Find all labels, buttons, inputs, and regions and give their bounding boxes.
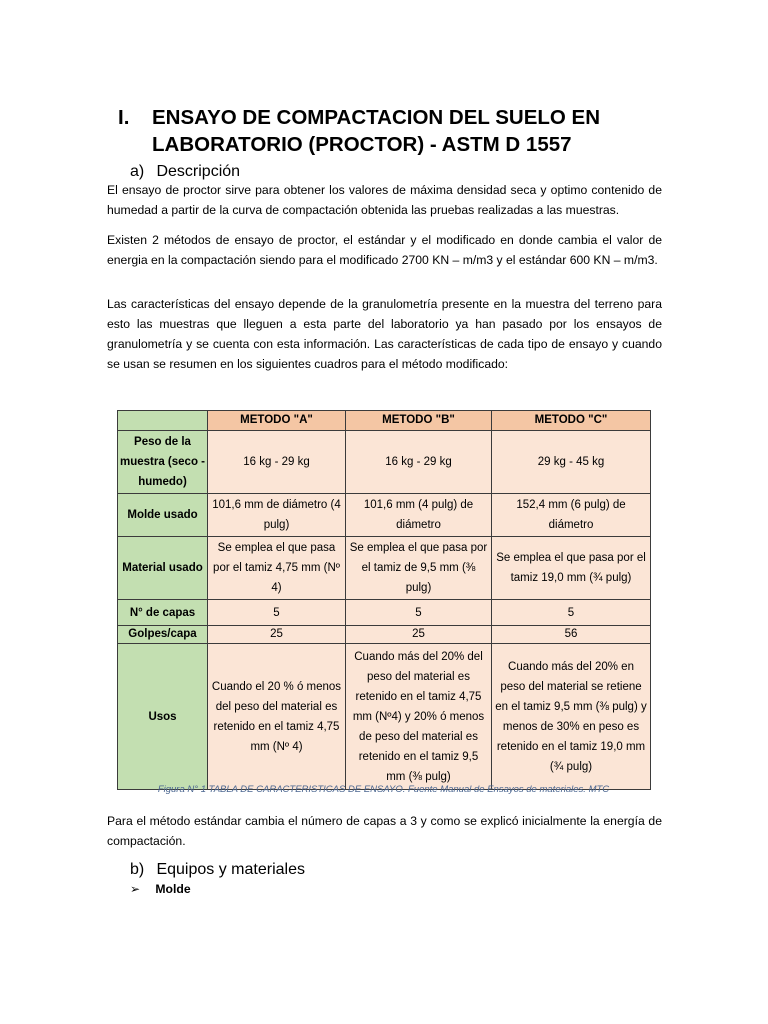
bullet-text: Molde: [155, 882, 191, 896]
cell-material-c: Se emplea el que pasa por el tamiz 19,0 mm (¾ pulg): [492, 537, 651, 600]
bullet-item-molde: [130, 880, 191, 898]
cell-golpes-a: 25: [208, 626, 346, 644]
table-header-row: [118, 411, 651, 431]
section-a-label: a): [130, 163, 145, 180]
cell-usos-a: Cuando el 20 % ó menos del peso del material es retenido en el tamiz 4,75 mm (Nº 4): [208, 644, 346, 790]
cell-molde-c: 152,4 mm (6 pulg) de diámetro: [492, 494, 651, 537]
section-b-label: b): [130, 861, 145, 878]
row-label-material: Material usado: [118, 537, 208, 600]
cell-molde-a: 101,6 mm de diámetro (4 pulg): [208, 494, 346, 537]
header-method-b: METODO "B": [346, 411, 492, 431]
paragraph-3: Las características del ensayo depende de la granulometría presente en la muestra del terreno para esto las muestras que lleguen a esta parte del laboratorio ya han pasado por los ensayos de granulometría y se cuenta con esta información. Las características de cada tipo de ensayo y cuando se usan se resumen en los siguientes cuadros para el método modificado:: [107, 297, 662, 371]
figure-caption: Figura N° 1 TABLA DE CARACTERISTICAS DE ENSAYO. Fuente Manual de Ensayos de materiales. MTC: [157, 784, 610, 795]
cell-material-b: Se emplea el que pasa por el tamiz de 9,5 mm (⅜ pulg): [346, 537, 492, 600]
cell-golpes-b: 25: [346, 626, 492, 644]
table-row: [118, 494, 651, 537]
cell-capas-a: 5: [208, 600, 346, 626]
table-corner-cell: [118, 411, 208, 431]
row-label-capas: N° de capas: [118, 600, 208, 626]
row-label-golpes: Golpes/capa: [118, 626, 208, 644]
section-a-title: Descripción: [156, 163, 241, 180]
heading-number: I.: [118, 106, 130, 129]
row-label-peso: Peso de la muestra (seco - humedo): [118, 431, 208, 494]
cell-golpes-c: 56: [492, 626, 651, 644]
test-characteristics-table: [117, 410, 651, 790]
heading-line-1: ENSAYO DE COMPACTACION DEL SUELO EN: [152, 106, 601, 129]
main-heading: [118, 104, 678, 158]
cell-capas-c: 5: [492, 600, 651, 626]
arrow-bullet-icon: ➢: [130, 882, 141, 896]
section-b-title: Equipos y materiales: [156, 861, 305, 878]
cell-usos-c: Cuando más del 20% en peso del material se retiene en el tamiz 9,5 mm (⅜ pulg) y menos de 30% en peso es retenido en el tamiz 19,0 mm (¾ pulg): [492, 644, 651, 790]
section-a-heading: [130, 162, 240, 182]
table-row: [118, 537, 651, 600]
section-b-heading: [130, 860, 305, 880]
table-row: [118, 600, 651, 626]
paragraph-2: Existen 2 métodos de ensayo de proctor, el estándar y el modificado en donde cambia el valor de energia en la compactación siendo para el modificado 2700 KN – m/m3 y el estándar 600 KN – m/m3.: [107, 233, 662, 267]
heading-line-2: LABORATORIO (PROCTOR) - ASTM D 1557: [152, 133, 572, 156]
table-row: [118, 644, 651, 790]
row-label-usos: Usos: [118, 644, 208, 790]
cell-peso-a: 16 kg - 29 kg: [208, 431, 346, 494]
cell-usos-b: Cuando más del 20% del peso del material es retenido en el tamiz 4,75 mm (Nº4) y 20% ó menos de peso del material es retenido en el tamiz 9,5 mm (⅜ pulg): [346, 644, 492, 790]
cell-molde-b: 101,6 mm (4 pulg) de diámetro: [346, 494, 492, 537]
cell-material-a: Se emplea el que pasa por el tamiz 4,75 mm (Nº 4): [208, 537, 346, 600]
table-row: [118, 431, 651, 494]
row-label-molde: Molde usado: [118, 494, 208, 537]
header-method-a: METODO "A": [208, 411, 346, 431]
cell-capas-b: 5: [346, 600, 492, 626]
paragraph-1: El ensayo de proctor sirve para obtener los valores de máxima densidad seca y optimo contenido de humedad a partir de la curva de compactación obtenida las pruebas realizadas a las muestras.: [107, 183, 662, 217]
header-method-c: METODO "C": [492, 411, 651, 431]
paragraph-after-table: Para el método estándar cambia el número de capas a 3 y como se explicó inicialmente la energía de compactación.: [107, 814, 662, 848]
cell-peso-c: 29 kg - 45 kg: [492, 431, 651, 494]
cell-peso-b: 16 kg - 29 kg: [346, 431, 492, 494]
table-row: [118, 626, 651, 644]
